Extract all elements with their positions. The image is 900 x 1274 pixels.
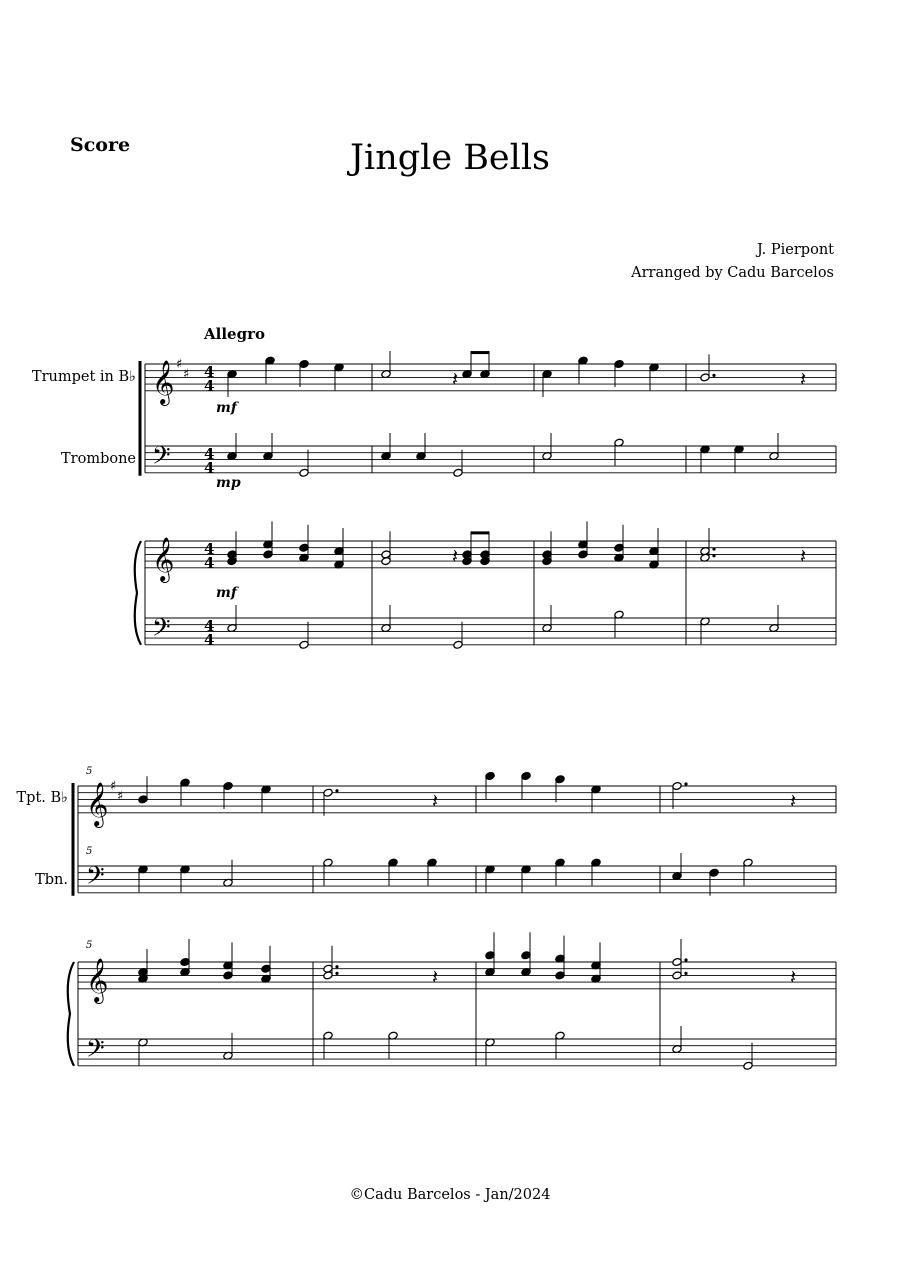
- bass-clef: 𝄢: [152, 441, 171, 475]
- quarter-rest: 𝄽: [800, 367, 807, 391]
- page-title: Jingle Bells: [350, 138, 550, 178]
- dynamic-piano: mf: [216, 585, 237, 601]
- dot: [712, 374, 715, 377]
- dot: [712, 554, 715, 557]
- dot: [684, 972, 687, 975]
- score-label: Score: [70, 134, 131, 156]
- dynamic-trombone: mp: [216, 475, 241, 491]
- dot: [684, 958, 687, 961]
- quarter-rest: 𝄽: [452, 367, 459, 391]
- time-signature-bottom: 4: [204, 631, 215, 649]
- treble-clef: 𝄞: [86, 782, 109, 826]
- treble-clef: 𝄞: [152, 360, 175, 404]
- sharp: ♯: [117, 789, 124, 804]
- trombone-short-label: Tbn.: [35, 872, 68, 888]
- quarter-rest: 𝄽: [790, 789, 797, 813]
- dot: [335, 789, 338, 792]
- dot: [335, 972, 338, 975]
- dot: [712, 547, 715, 550]
- bass-clef: 𝄢: [86, 1034, 105, 1068]
- measure-number: 5: [86, 846, 93, 857]
- time-signature-top: 4: [204, 540, 215, 558]
- quarter-rest: 𝄽: [432, 965, 439, 989]
- brace: [68, 962, 74, 1066]
- bass-clef: 𝄢: [152, 613, 171, 647]
- quarter-rest: 𝄽: [432, 789, 439, 813]
- quarter-rest: 𝄽: [800, 544, 807, 568]
- sharp: ♯: [176, 357, 183, 372]
- time-signature-bottom: 4: [204, 459, 215, 477]
- time-signature-top: 4: [204, 363, 215, 381]
- beam: [471, 531, 489, 534]
- bass-clef: 𝄢: [86, 861, 105, 895]
- sharp: ♯: [183, 367, 190, 382]
- sharp: ♯: [110, 779, 117, 794]
- quarter-rest: 𝄽: [452, 544, 459, 568]
- time-signature-bottom: 4: [204, 554, 215, 572]
- quarter-rest: 𝄽: [790, 965, 797, 989]
- dot: [684, 782, 687, 785]
- time-signature-bottom: 4: [204, 377, 215, 395]
- treble-clef: 𝄞: [86, 958, 109, 1002]
- tempo-marking: Allegro: [204, 325, 265, 343]
- beam: [471, 351, 489, 354]
- trumpet-label: Trumpet in B♭: [31, 369, 136, 385]
- treble-clef: 𝄞: [152, 537, 175, 581]
- time-signature-top: 4: [204, 445, 215, 463]
- time-signature-top: 4: [204, 617, 215, 635]
- arranger-credit: Arranged by Cadu Barcelos: [631, 265, 834, 281]
- measure-number: 5: [86, 766, 93, 777]
- trombone-label: Trombone: [60, 451, 136, 467]
- trumpet-short-label: Tpt. B♭: [16, 790, 68, 806]
- dot: [335, 965, 338, 968]
- brace: [135, 541, 141, 645]
- copyright-footer: ©Cadu Barcelos - Jan/2024: [349, 1187, 551, 1203]
- dynamic-trumpet: mf: [216, 400, 237, 416]
- measure-number: 5: [86, 940, 93, 951]
- composer-credit: J. Pierpont: [757, 242, 834, 258]
